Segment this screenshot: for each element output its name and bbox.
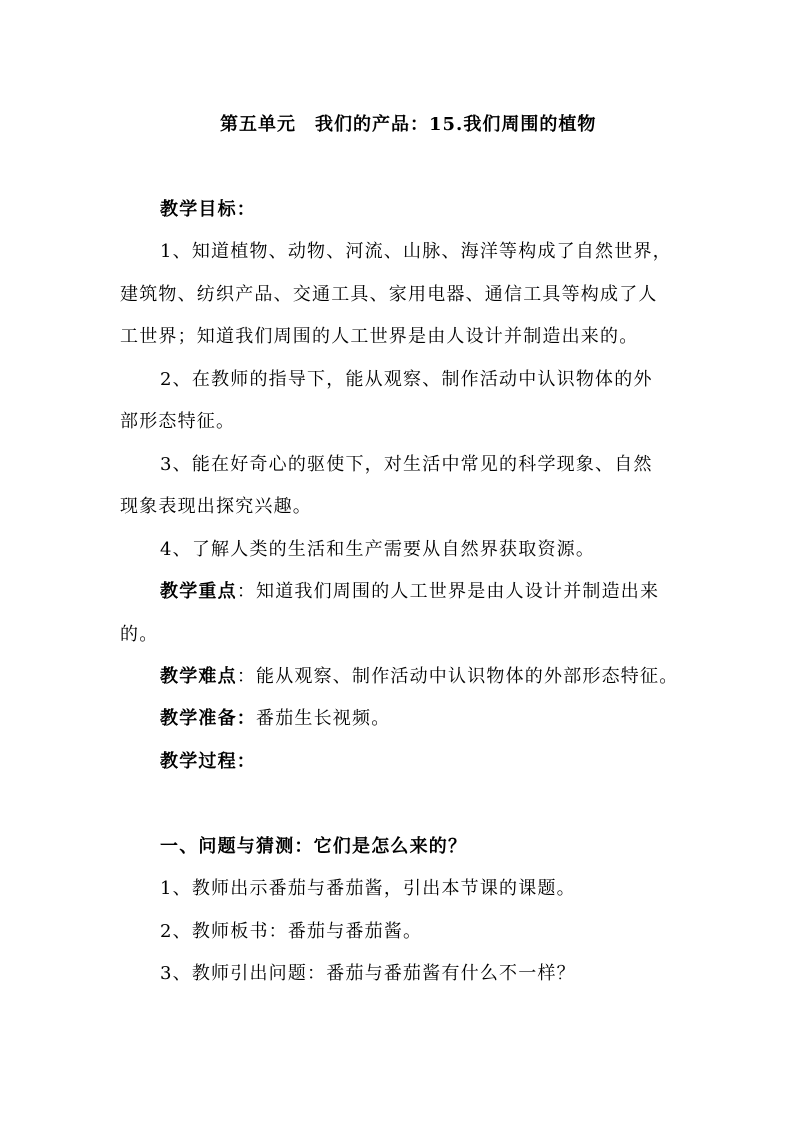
difficulty-label: 教学难点 bbox=[160, 666, 237, 687]
section-1-heading: 一、问题与猜测：它们是怎么来的？ bbox=[160, 836, 468, 857]
page-title: 第五单元 我们的产品：15.我们周围的植物 bbox=[220, 114, 597, 135]
section-1-item-3: 3、教师引出问题：番茄与番茄酱有什么不一样？ bbox=[160, 963, 576, 984]
preparation-text: 番茄生长视频。 bbox=[256, 708, 391, 729]
section-1-item-1: 1、教师出示番茄与番茄酱，引出本节课的课题。 bbox=[160, 878, 576, 899]
preparation-line bbox=[160, 706, 390, 732]
difficulty-line bbox=[160, 664, 678, 690]
objective-3-line-1: 3、能在好奇心的驱使下，对生活中常见的科学现象、自然 bbox=[160, 454, 653, 475]
key-point-line-1 bbox=[160, 579, 659, 605]
process-heading: 教学过程： bbox=[160, 751, 256, 772]
key-point-label: 教学重点 bbox=[160, 581, 237, 602]
objective-3-line-2: 现象表现出探究兴趣。 bbox=[120, 496, 312, 517]
objective-2-line-1: 2、在教师的指导下，能从观察、制作活动中认识物体的外 bbox=[160, 369, 653, 390]
preparation-label: 教学准备： bbox=[160, 708, 256, 729]
objective-1-line-3: 工世界；知道我们周围的人工世界是由人设计并制造出来的。 bbox=[120, 326, 639, 347]
key-point-text: ：知道我们周围的人工世界是由人设计并制造出来 bbox=[236, 581, 660, 602]
difficulty-text: ：能从观察、制作活动中认识物体的外部形态特征。 bbox=[236, 666, 679, 687]
objective-1-line-1: 1、知道植物、动物、河流、山脉、海洋等构成了自然世界， bbox=[160, 241, 672, 262]
key-point-line-2: 的。 bbox=[120, 624, 159, 645]
objective-2-line-2: 部形态特征。 bbox=[120, 411, 236, 432]
section-1-item-2: 2、教师板书：番茄与番茄酱。 bbox=[160, 921, 423, 942]
objective-4-line-1: 4、了解人类的生活和生产需要从自然界获取资源。 bbox=[160, 539, 596, 560]
objective-1-line-2: 建筑物、纺织产品、交通工具、家用电器、通信工具等构成了人 bbox=[120, 284, 658, 305]
objectives-heading: 教学目标： bbox=[160, 199, 256, 220]
